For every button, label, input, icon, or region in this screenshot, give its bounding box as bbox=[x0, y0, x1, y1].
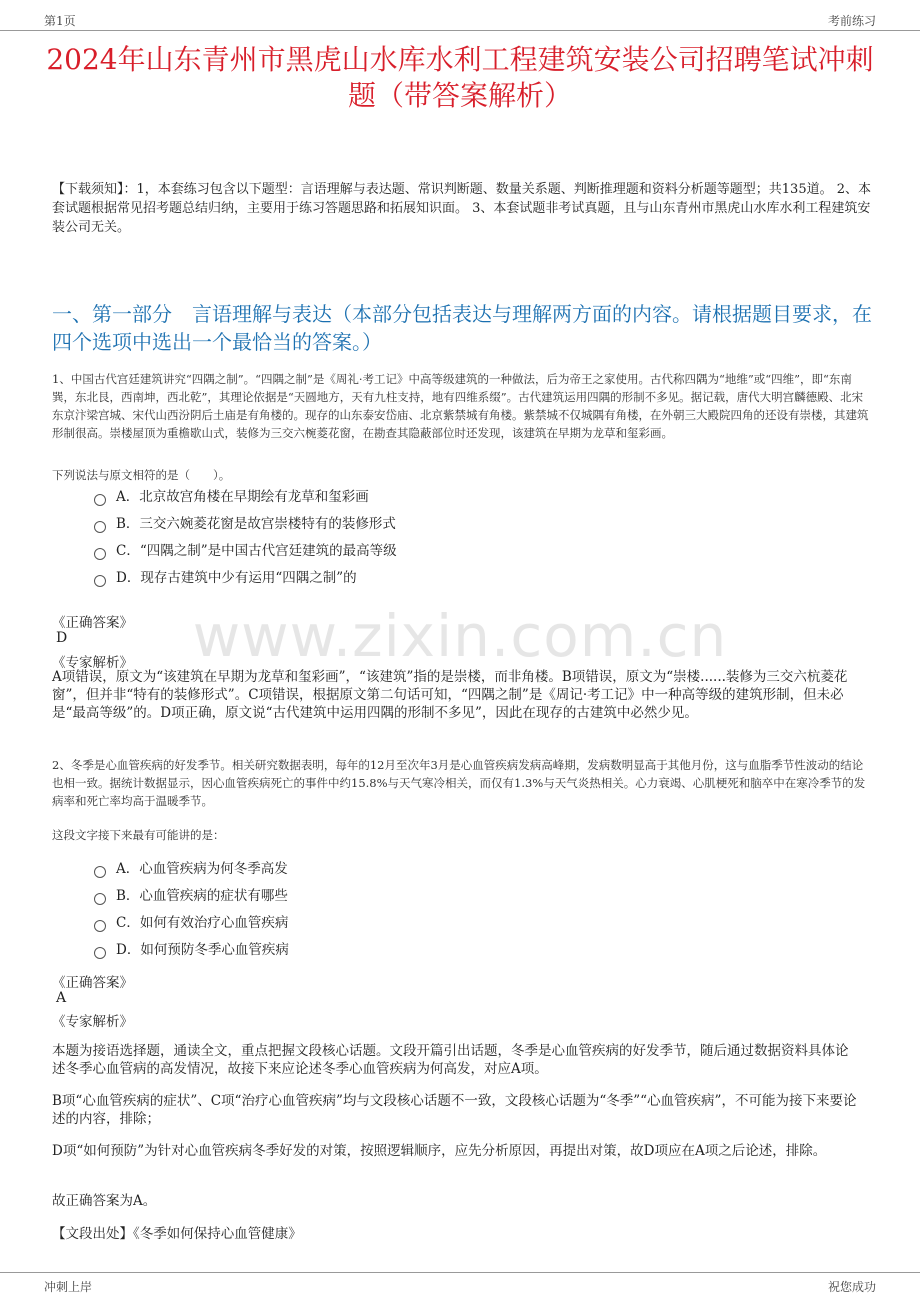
question-2-prompt: 这段文字接下来最有可能讲的是： bbox=[52, 828, 225, 842]
radio-icon[interactable] bbox=[94, 494, 106, 506]
option-c[interactable]: C．“四隅之制”是中国古代宫廷建筑的最高等级 bbox=[94, 538, 794, 565]
analysis-text: A项错误，原文为“该建筑在早期为龙草和玺彩画”，“该建筑”指的是崇楼，而非角楼。B项错误，原文为“崇楼......装修为三交六杭菱花窗”，但并非“特有的装修形式”。C项错误，根据原文第二句话可知，“四隅之制”是《周记·考工记》中一种高等级的建筑形制，但未必是“最高等级”的。D项正确，原文说“古代建筑中运用四隅的形制不多见”，因此在现存的古建筑中必然少见。 bbox=[52, 669, 848, 721]
analysis-paragraph: 本题为接语选择题，通读全文，重点把握文段核心话题。文段开篇引出话题，冬季是心血管疾病的好发季节，随后通过数据资料具体论述冬季心血管病的高发情况，故接下来应论述冬季心血管疾病为何高发，对应A项。 bbox=[52, 1043, 849, 1077]
analysis-label: 《专家解析》 bbox=[52, 1014, 133, 1030]
analysis-conclusion: 故正确答案为A。 bbox=[52, 1193, 157, 1209]
question-2-stem: 2、冬季是心血管疾病的好发季节。相关研究数据表明，每年的12月至次年3月是心血管疾病发病高峰期，发病数明显高于其他月份，这与血脂季节性波动的结论也相一致。据统计数据显示，因心血管疾病死亡的事件中约15.8%与天气寒冷相关，而仅有1.3%与天气炎热相关。心力衰竭、心肌梗死和脑卒中在寒冷季节的发病率和死亡率均高于温暖季节。 bbox=[52, 758, 866, 808]
question-1-stem: 1、中国古代宫廷建筑讲究“四隅之制”。“四隅之制”是《周礼·考工记》中高等级建筑的一种做法，后为帝王之家使用。古代称四隅为“地维”或“四维”，即“东南巽，东北艮，西南坤，西北乾”，其理论依据是“天圆地方，天有九柱支持，地有四维系缀”。古代建筑运用四隅的形制不多见。据记载，唐代大明宫麟德殿、北宋东京汴梁宫城、宋代山西汾阴后土庙是有角楼的。现存的山东泰安岱庙、北京紫禁城有角楼。紫禁城不仅城隅有角楼，在外朝三大殿院四角的还设有崇楼，其建筑形制很高。崇楼屋顶为重檐歇山式，装修为三交六椀菱花窗，在勘查其隐蔽部位时还发现，该建筑在早期为龙草和玺彩画。 bbox=[52, 372, 869, 440]
option-b[interactable]: B．心血管疾病的症状有哪些 bbox=[94, 883, 794, 910]
page-footer bbox=[0, 1272, 920, 1303]
answer-label: 《正确答案》 bbox=[52, 615, 133, 631]
radio-icon[interactable] bbox=[94, 893, 106, 905]
answer-label: 《正确答案》 bbox=[52, 975, 133, 991]
analysis-paragraph: D项“如何预防”为针对心血管疾病冬季好发的对策，按照逻辑顺序，应先分析原因，再提出对策，故D项应在A项之后论述，排除。 bbox=[52, 1143, 827, 1159]
radio-icon[interactable] bbox=[94, 866, 106, 878]
section-title: 一、第一部分 言语理解与表达（本部分包括表达与理解两方面的内容。请根据题目要求，在四个选项中选出一个最恰当的答案。） bbox=[52, 302, 872, 354]
question-2-options bbox=[94, 856, 794, 964]
watermark: www.zixin.com.cn bbox=[192, 602, 728, 670]
option-a[interactable]: A．心血管疾病为何冬季高发 bbox=[94, 856, 794, 883]
radio-icon[interactable] bbox=[94, 521, 106, 533]
option-d[interactable]: D．现存古建筑中少有运用“四隅之制”的 bbox=[94, 565, 794, 592]
radio-icon[interactable] bbox=[94, 947, 106, 959]
analysis-label: 《专家解析》 bbox=[52, 655, 133, 671]
analysis-paragraph: B项“心血管疾病的症状”、C项“治疗心血管疾病”均与文段核心话题不一致，文段核心话题为“冬季”“心血管疾病”，不可能为接下来要论述的内容，排除； bbox=[52, 1093, 857, 1127]
question-1-options bbox=[94, 484, 794, 592]
option-d[interactable]: D．如何预防冬季心血管疾病 bbox=[94, 937, 794, 964]
answer-value: A bbox=[56, 990, 67, 1006]
radio-icon[interactable] bbox=[94, 548, 106, 560]
radio-icon[interactable] bbox=[94, 575, 106, 587]
header-tag: 考前练习 bbox=[827, 14, 876, 28]
option-c[interactable]: C．如何有效治疗心血管疾病 bbox=[94, 910, 794, 937]
page-header bbox=[0, 0, 920, 31]
footer-right: 祝您成功 bbox=[827, 1280, 876, 1294]
footer-left: 冲刺上岸 bbox=[44, 1280, 93, 1294]
document-title: 2024年山东青州市黑虎山水库水利工程建筑安装公司招聘笔试冲刺题（带答案解析） bbox=[46, 43, 874, 112]
option-b[interactable]: B．三交六婉菱花窗是故宫崇楼特有的装修形式 bbox=[94, 511, 794, 538]
answer-value: D bbox=[56, 630, 68, 646]
option-a[interactable]: A．北京故宫角楼在早期绘有龙草和玺彩画 bbox=[94, 484, 794, 511]
page-number: 第1页 bbox=[44, 14, 76, 28]
download-notice: 【下载须知】：1，本套练习包含以下题型：言语理解与表达题、常识判断题、数量关系题、判断推理题和资料分析题等题型；共135道。 2、本套试题根据常见招考题总结归纳，主要用于练习答题思路和拓展知识面。 3、本套试题非考试真题，且与山东青州市黑虎山水库水利工程建筑安装公司无关。 bbox=[52, 182, 871, 235]
source-citation: 【文段出处】《冬季如何保持心血管健康》 bbox=[52, 1226, 302, 1242]
radio-icon[interactable] bbox=[94, 920, 106, 932]
question-1-prompt: 下列说法与原文相符的是（ ）。 bbox=[52, 468, 231, 482]
